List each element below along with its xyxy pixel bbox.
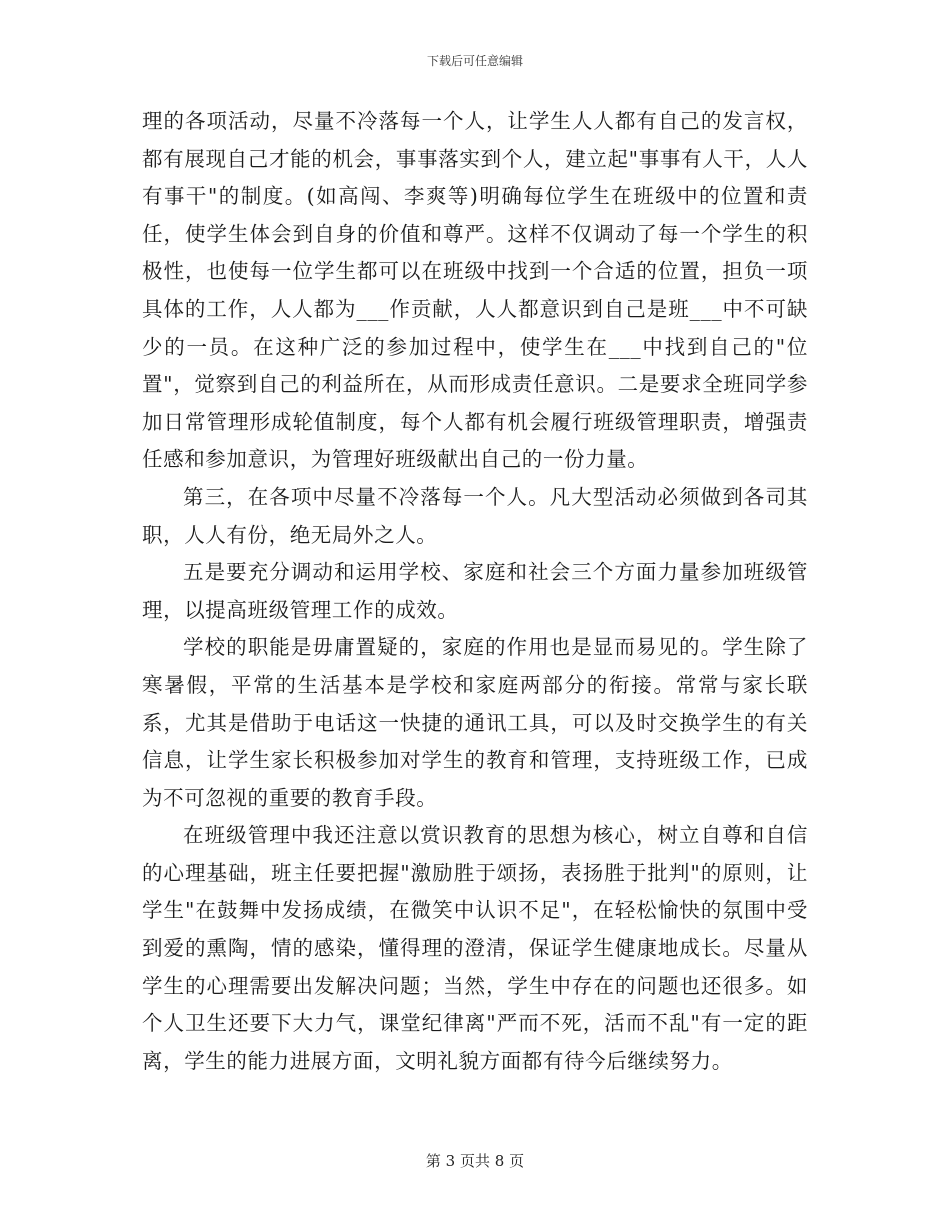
paragraph-appreciation-education: 在班级管理中我还注意以赏识教育的思想为核心，树立自尊和自信的心理基础，班主任要把握"激励胜于颂扬，表扬胜于批判"的原则，让学生"在鼓舞中发扬成绩，在微笑中认识不足"，在轻松愉快的氛围中受到爱的熏陶，情的感染，懂得理的澄清，保证学生健康地成长。尽量从学生的心理需要出发解决问题；当然，学生中存在的问题也还很多。如个人卫生还要下大力气，课堂纪律离"严而不死，活而不乱"有一定的距离，学生的能力进展方面，文明礼貌方面都有待今后继续努力。 — [142, 823, 808, 1073]
document-body — [142, 103, 808, 1080]
paragraph-third-point: 第三，在各项中尽量不冷落每一个人。凡大型活动必须做到各司其职，人人有份，绝无局外之人。 — [142, 484, 808, 547]
paragraph-fifth-point: 五是要充分调动和运用学校、家庭和社会三个方面力量参加班级管理，以提高班级管理工作的成效。 — [142, 560, 808, 622]
page-number-footer: 第 3 页共 8 页 — [425, 1152, 525, 1170]
paragraph-continuation: 理的各项活动，尽量不冷落每一个人，让学生人人都有自己的发言权，都有展现自己才能的机会，事事落实到个人，建立起"事事有人干，人人有事干"的制度。(如高闯、李爽等)明确每位学生在班级中的位置和责任，使学生体会到自身的价值和尊严。这样不仅调动了每一个学生的积极性，也使每一位学生都可以在班级中找到一个合适的位置，担负一项具体的工作，人人都为___作贡献，人人都意识到自己是班___中不可缺少的一员。在这种广泛的参加过程中，使学生在___中找到自己的"位置"，觉察到自己的利益所在，从而形成责任意识。二是要求全班同学参加日常管理形成轮值制度，每个人都有机会履行班级管理职责，增强责任感和参加意识，为管理好班级献出自己的一份力量。 — [142, 109, 808, 472]
paragraph-school-family: 学校的职能是毋庸置疑的，家庭的作用也是显而易见的。学生除了寒暑假，平常的生活基本是学校和家庭两部分的衔接。常常与家长联系，尤其是借助于电话这一快捷的通讯工具，可以及时交换学生的有关信息，让学生家长积极参加对学生的教育和管理，支持班级工作，已成为不可忽视的重要的教育手段。 — [142, 635, 808, 810]
page-header: 下载后可任意编辑 — [426, 54, 523, 68]
